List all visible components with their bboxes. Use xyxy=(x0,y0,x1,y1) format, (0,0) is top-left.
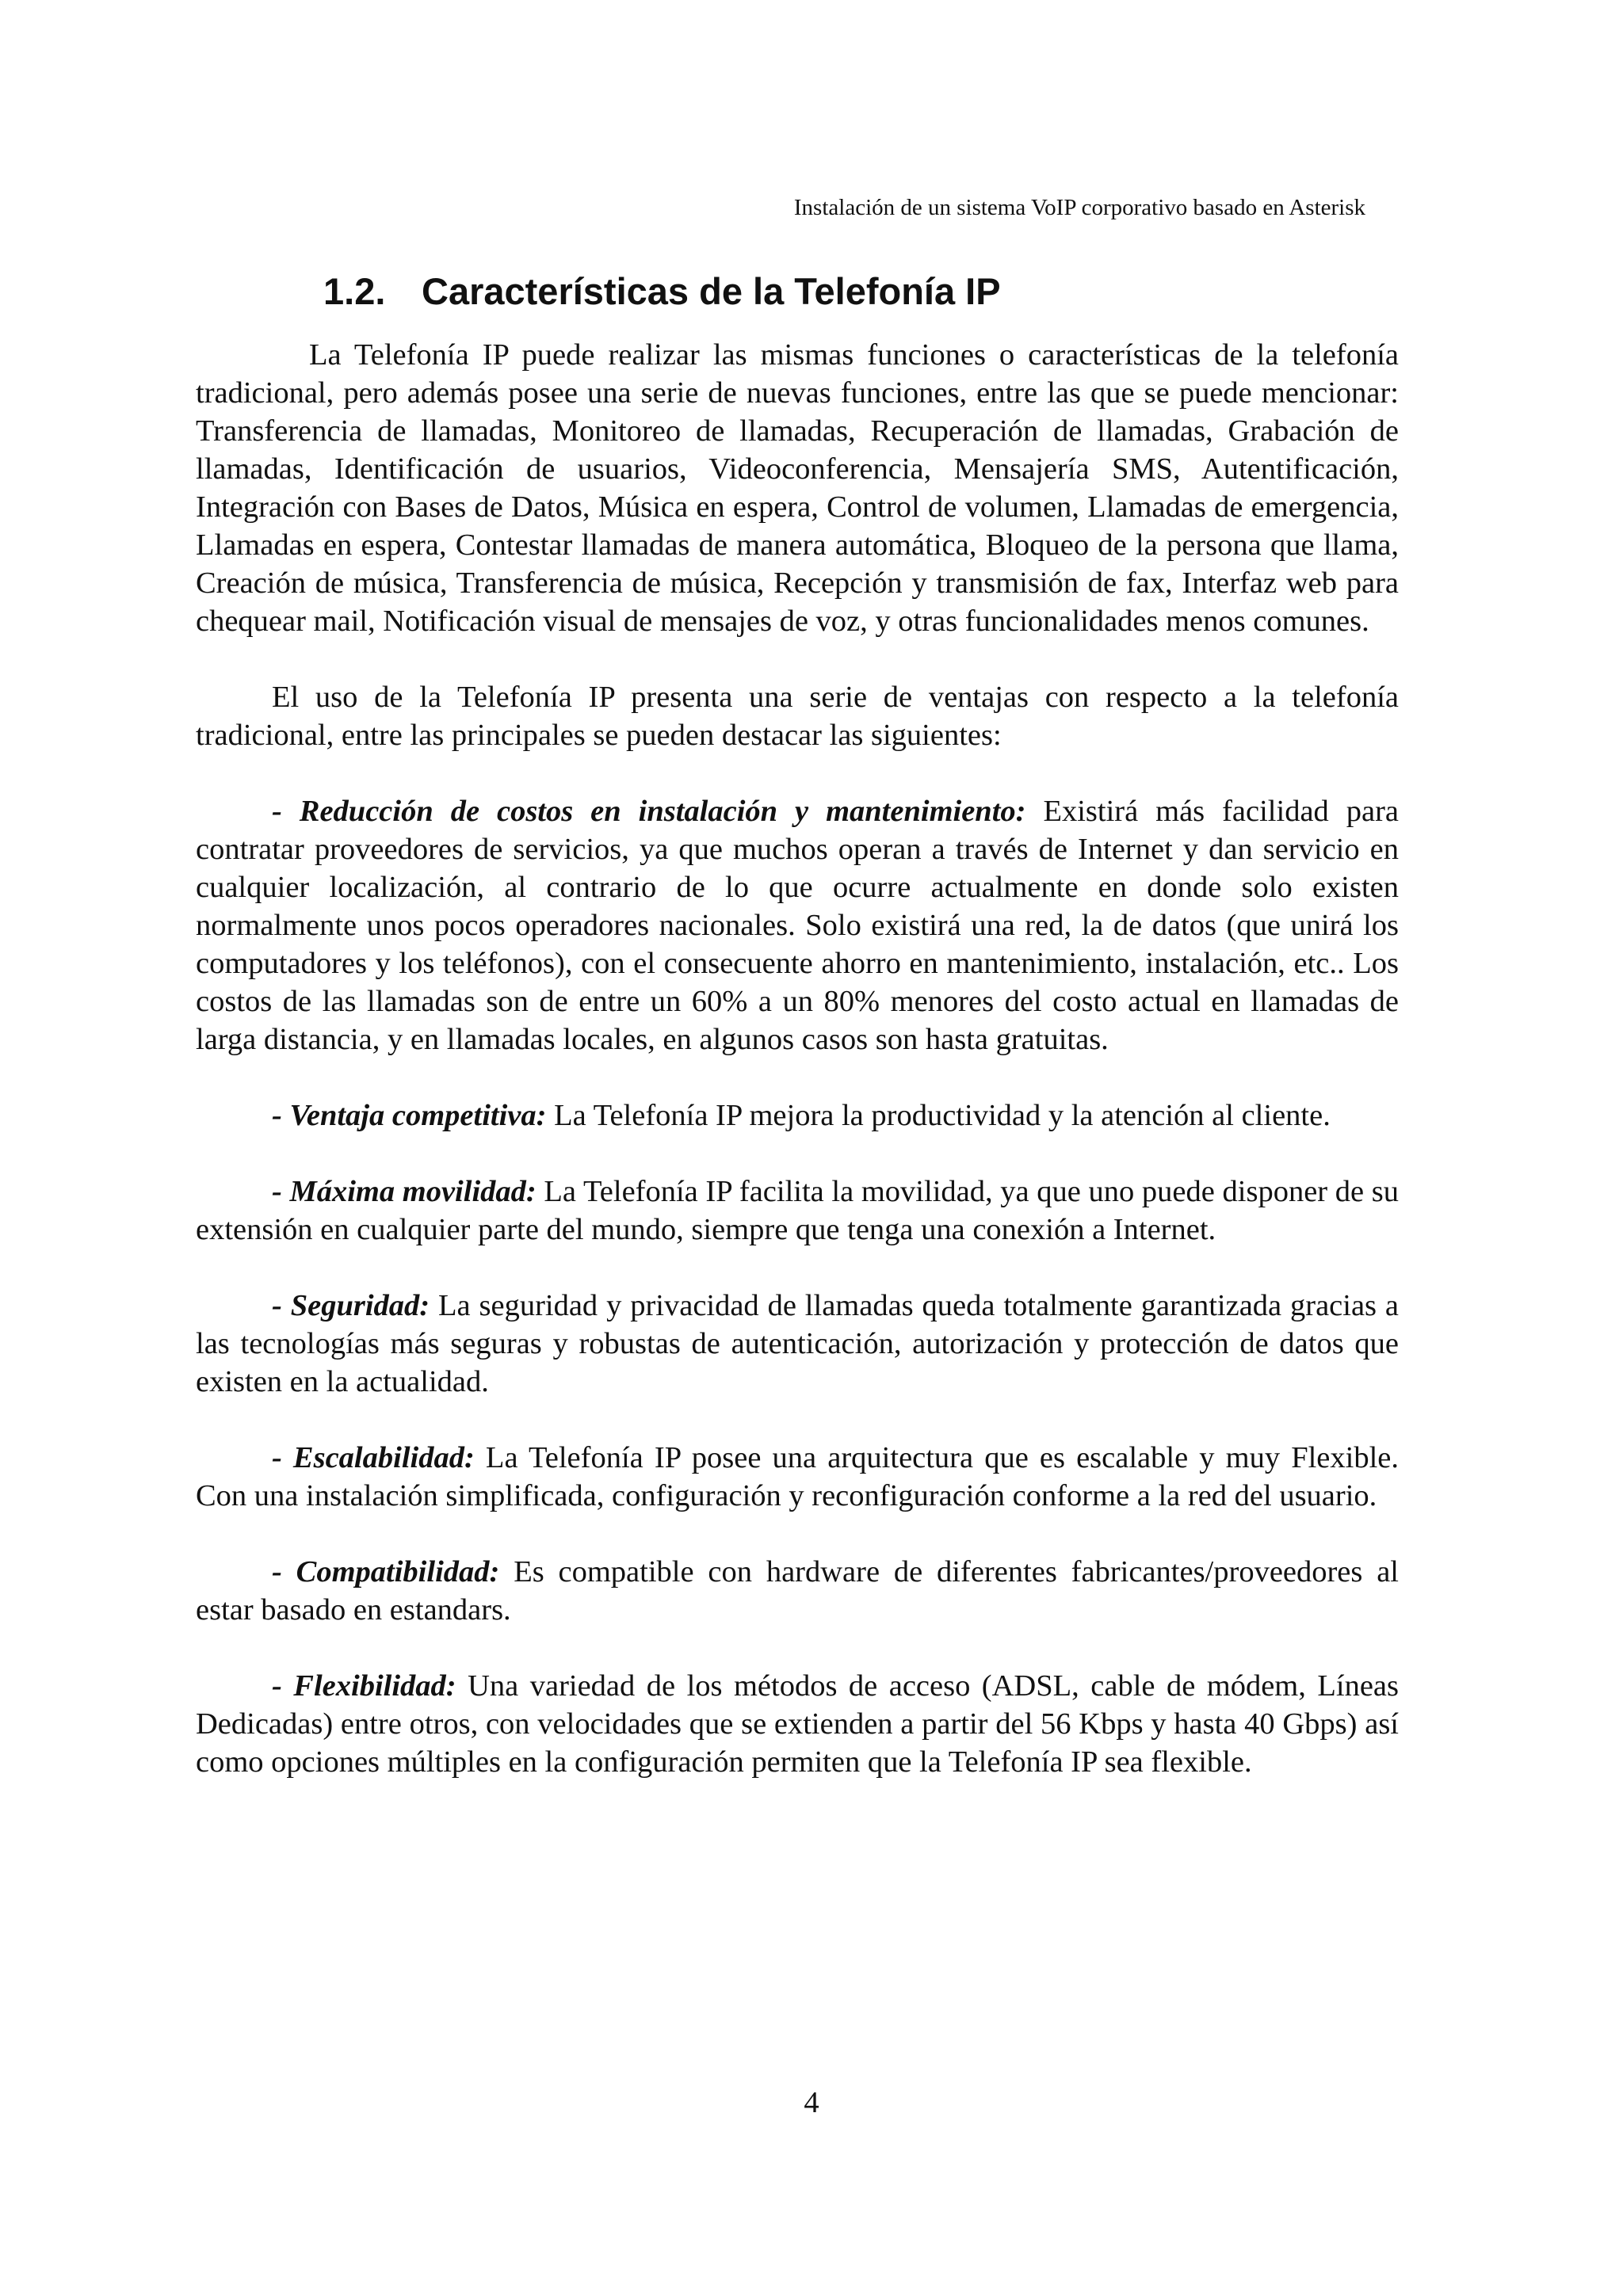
advantage-text: Es compatible con hardware de diferentes fabricantes/proveedores al estar basado en estandars. xyxy=(196,1555,1400,1627)
section-title: Características de la Telefonía IP xyxy=(422,270,1001,312)
advantage-text: Una variedad de los métodos de acceso (ADSL, cable de módem, Líneas Dedicadas) entre otros, con velocidades que se extienden a partir del 56 Kbps y hasta 40 Gbps) así como opciones múltiples en la configuración permiten que la Telefonía IP sea flexible. xyxy=(196,1669,1399,1779)
advantage-text: La Telefonía IP mejora la productividad y la atención al cliente. xyxy=(554,1099,1331,1132)
advantage-flexibility xyxy=(196,1667,1399,1781)
page-number: 4 xyxy=(804,2086,819,2119)
advantage-term: - Seguridad: xyxy=(272,1289,430,1322)
advantage-term: - Ventaja competitiva: xyxy=(272,1099,547,1132)
advantage-text: La Telefonía IP facilita la movilidad, ya que uno puede disponer de su extensión en cualquier parte del mundo, siempre que tenga una conexión a Internet. xyxy=(196,1175,1399,1246)
advantage-term: - Máxima movilidad: xyxy=(272,1175,537,1208)
advantage-text: Existirá más facilidad para contratar proveedores de servicios, ya que muchos operan a través de Internet y dan servicio en cualquier localización, al contrario de lo que ocurre actualmente en donde solo existen normalmente unos pocos operadores nacionales. Solo existirá una red, la de datos (que unirá los computadores y los teléfonos), con el consecuente ahorro en mantenimiento, instalación, etc.. Los costos de las llamadas son de entre un 60% a un 80% menores del costo actual en llamadas de larga distancia, y en llamadas locales, en algunos casos son hasta gratuitas. xyxy=(196,795,1399,1056)
document-body xyxy=(196,336,1399,1819)
advantage-scalability xyxy=(196,1439,1399,1515)
advantage-text: La seguridad y privacidad de llamadas queda totalmente garantizada gracias a las tecnologías más seguras y robustas de autenticación, autorización y protección de datos que existen en la actualidad. xyxy=(196,1289,1399,1398)
advantage-cost-reduction xyxy=(196,792,1399,1058)
intro-paragraph: La Telefonía IP puede realizar las mismas funciones o características de la telefonía tradicional, pero además posee una serie de nuevas funciones, entre las que se puede mencionar: Transferencia de llamadas, Monitoreo de llamadas, Recuperación de llamadas, Grabación de llamadas, Identificación de usuarios, Videoconferencia, Mensajería SMS, Autentificación, Integración con Bases de Datos, Música en espera, Control de volumen, Llamadas de emergencia, Llamadas en espera, Contestar llamadas de manera automática, Bloqueo de la persona que llama, Creación de música, Transferencia de música, Recepción y transmisión de fax, Interfaz web para chequear mail, Notificación visual de mensajes de voz, y otras funcionalidades menos comunes. xyxy=(196,338,1399,638)
running-header: Instalación de un sistema VoIP corporativo basado en Asterisk xyxy=(793,195,1365,220)
advantage-text: La Telefonía IP posee una arquitectura que es escalable y muy Flexible. Con una instalación simplificada, configuración y reconfiguración conforme a la red del usuario. xyxy=(196,1441,1400,1512)
advantage-security xyxy=(196,1287,1399,1401)
advantage-competitive xyxy=(196,1097,1399,1135)
advantage-mobility xyxy=(196,1173,1399,1249)
advantages-intro-paragraph: El uso de la Telefonía IP presenta una serie de ventajas con respecto a la telefonía tradicional, entre las principales se pueden destacar las siguientes: xyxy=(196,681,1399,752)
advantage-term: - Compatibilidad: xyxy=(272,1555,500,1589)
advantage-term: - Reducción de costos en instalación y mantenimiento: xyxy=(272,795,1026,828)
section-heading xyxy=(323,266,1001,317)
advantage-term: - Escalabilidad: xyxy=(272,1441,475,1474)
advantage-compatibility xyxy=(196,1553,1399,1629)
advantage-term: - Flexibilidad: xyxy=(272,1669,456,1703)
section-number: 1.2. xyxy=(323,270,386,312)
